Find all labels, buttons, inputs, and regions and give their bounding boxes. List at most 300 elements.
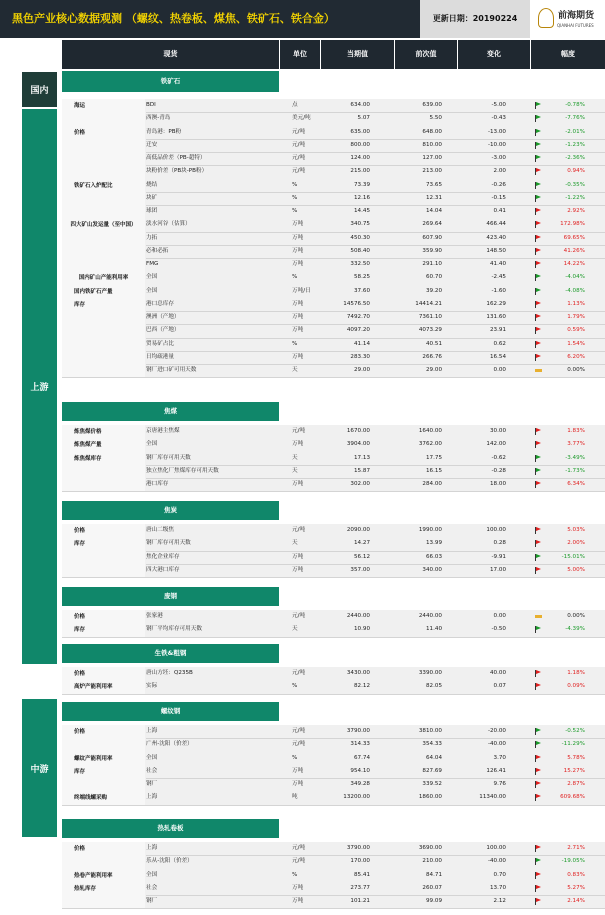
row-item: 贸易矿占比 bbox=[146, 340, 174, 347]
col-header-change: 变化 bbox=[458, 40, 530, 69]
row-item: 焦化企业库存 bbox=[146, 553, 180, 560]
report-title: 黑色产业核心数据观测 （螺纹、热卷板、煤焦、铁矿石、铁合金） bbox=[0, 0, 420, 38]
row-item: 全国 bbox=[146, 754, 158, 761]
col-header-pct: 幅度 bbox=[531, 40, 605, 69]
logo-emblem-icon bbox=[538, 8, 554, 28]
row-item: 钢厂库存可用天数 bbox=[146, 540, 191, 547]
row-pct: 5.27% bbox=[567, 884, 585, 891]
row-item: BDI bbox=[146, 102, 156, 108]
row-unit: 美元/吨 bbox=[292, 115, 311, 122]
row-unit: 万吨 bbox=[292, 566, 304, 573]
row-unit: 天 bbox=[292, 626, 298, 633]
row-item: 力拓 bbox=[146, 234, 158, 241]
row-previous: 14.04 bbox=[425, 208, 442, 214]
row-current: 101.21 bbox=[350, 898, 370, 904]
row-change: 2.12 bbox=[493, 898, 506, 904]
trend-flag-icon bbox=[535, 540, 542, 547]
row-item: 烧结 bbox=[146, 181, 158, 188]
trend-flag-icon bbox=[535, 468, 542, 475]
row-previous: 11.40 bbox=[425, 626, 442, 633]
row-current: 3430.00 bbox=[346, 670, 370, 676]
row-pct: 2.92% bbox=[567, 208, 585, 214]
row-change: 131.60 bbox=[486, 314, 506, 320]
row-current: 58.25 bbox=[353, 274, 370, 281]
row-current: 4097.20 bbox=[346, 327, 370, 334]
row-previous: 213.00 bbox=[422, 168, 442, 175]
row-change: 148.50 bbox=[486, 247, 506, 254]
row-current: 3790.00 bbox=[346, 845, 370, 851]
trend-flag-icon bbox=[535, 626, 542, 633]
row-change: 0.00 bbox=[493, 613, 506, 619]
row-change: -0.28 bbox=[491, 467, 506, 474]
row-pct: 5.00% bbox=[567, 566, 585, 573]
group-label: 铁矿石入炉配比 bbox=[62, 179, 145, 219]
row-item: 四大港口库存 bbox=[146, 566, 180, 573]
group-divider bbox=[62, 637, 605, 638]
row-current: 800.00 bbox=[350, 141, 370, 148]
section-title: 螺纹钢 bbox=[62, 702, 279, 721]
row-change: 100.00 bbox=[486, 845, 506, 851]
row-unit: % bbox=[292, 181, 298, 188]
row-pct: 3.77% bbox=[567, 441, 585, 448]
row-unit: 元/吨 bbox=[292, 858, 306, 865]
row-unit: 万吨 bbox=[292, 441, 304, 448]
row-change: 466.44 bbox=[486, 221, 506, 228]
row-previous: 359.90 bbox=[422, 247, 442, 254]
row-item: 港口库存 bbox=[146, 481, 169, 487]
row-pct: -2.01% bbox=[565, 128, 585, 135]
row-change: -20.00 bbox=[487, 728, 506, 734]
row-item: 上海 bbox=[146, 794, 158, 801]
row-previous: 354.33 bbox=[422, 741, 442, 748]
trend-flag-icon bbox=[535, 261, 542, 268]
row-item: 京唐港主焦煤 bbox=[146, 428, 180, 434]
row-current: 56.12 bbox=[353, 553, 370, 560]
trend-flag-icon bbox=[535, 455, 542, 462]
row-item: 块粉价差（PB块-PB粉） bbox=[146, 168, 208, 175]
group-divider bbox=[62, 577, 605, 578]
row-item: 港口总库存 bbox=[146, 300, 174, 307]
row-current: 170.00 bbox=[350, 858, 370, 865]
row-pct: -15.01% bbox=[561, 553, 585, 560]
row-pct: 1.18% bbox=[567, 670, 585, 676]
logo-name: 前海期货 bbox=[558, 11, 595, 21]
group-label: 高炉产能利用率 bbox=[62, 680, 145, 693]
trend-flag-icon bbox=[535, 755, 542, 762]
trend-flag-icon bbox=[535, 208, 542, 215]
update-date: 更新日期：20190224 bbox=[420, 0, 530, 38]
section-title: 焦炭 bbox=[62, 501, 279, 520]
col-header-item: 现货 bbox=[62, 40, 279, 69]
row-current: 14576.50 bbox=[343, 300, 370, 307]
row-unit: 元/吨 bbox=[292, 670, 306, 676]
row-current: 450.30 bbox=[350, 234, 370, 241]
row-pct: 1.54% bbox=[567, 340, 585, 347]
row-current: 14.45 bbox=[353, 208, 370, 214]
row-item: 上海 bbox=[146, 728, 158, 734]
row-current: 15.87 bbox=[353, 467, 370, 474]
group-label: 价格 bbox=[62, 524, 145, 537]
row-current: 3904.00 bbox=[346, 441, 370, 448]
trend-flag-icon bbox=[535, 367, 542, 374]
trend-flag-icon bbox=[535, 115, 542, 122]
row-current: 85.41 bbox=[353, 871, 370, 878]
trend-flag-icon bbox=[535, 898, 542, 905]
trend-flag-icon bbox=[535, 314, 542, 321]
row-change: 0.07 bbox=[493, 683, 506, 690]
group-label: 炼焦煤库存 bbox=[62, 452, 145, 492]
row-unit: 元/吨 bbox=[292, 128, 306, 135]
row-previous: 66.03 bbox=[425, 553, 442, 560]
section-title: 废钢 bbox=[62, 587, 279, 606]
row-previous: 14414.21 bbox=[415, 300, 442, 307]
row-pct: 2.71% bbox=[567, 845, 585, 851]
trend-flag-icon bbox=[535, 182, 542, 189]
region-domestic: 国内 bbox=[22, 72, 57, 107]
trend-flag-icon bbox=[535, 354, 542, 361]
row-item: 社会 bbox=[146, 767, 158, 774]
row-unit: % bbox=[292, 754, 298, 761]
group-label: 海运 bbox=[62, 99, 145, 126]
row-current: 302.00 bbox=[350, 481, 370, 487]
row-current: 29.00 bbox=[353, 367, 370, 373]
row-previous: 7361.10 bbox=[418, 314, 442, 320]
row-pct: -4.04% bbox=[565, 274, 585, 281]
row-previous: 607.90 bbox=[422, 234, 442, 241]
row-previous: 1990.00 bbox=[418, 527, 442, 533]
row-pct: 0.09% bbox=[567, 683, 585, 690]
row-pct: -4.08% bbox=[565, 287, 585, 294]
row-unit: 万吨 bbox=[292, 314, 304, 320]
row-unit: 万吨 bbox=[292, 327, 304, 334]
trend-flag-icon bbox=[535, 481, 542, 488]
row-pct: 5.03% bbox=[567, 527, 585, 533]
row-unit: 元/吨 bbox=[292, 141, 306, 148]
row-item: 钢厂进口矿可用天数 bbox=[146, 367, 197, 373]
row-unit: 元/吨 bbox=[292, 527, 306, 533]
row-item: 唐山方坯：Q235B bbox=[146, 670, 193, 676]
trend-flag-icon bbox=[535, 683, 542, 690]
row-change: 23.91 bbox=[489, 327, 506, 334]
row-pct: 609.68% bbox=[560, 794, 585, 801]
row-unit: 元/吨 bbox=[292, 155, 306, 161]
row-item: 独立焦化厂焦煤库存可用天数 bbox=[146, 467, 219, 474]
row-unit: 万吨/日 bbox=[292, 287, 311, 294]
company-logo bbox=[530, 0, 605, 38]
row-item: 广州-沈阳（价差） bbox=[146, 741, 193, 748]
row-previous: 127.00 bbox=[422, 155, 442, 161]
section-title: 热轧卷板 bbox=[62, 819, 279, 838]
row-unit: 天 bbox=[292, 454, 298, 461]
row-current: 1670.00 bbox=[346, 428, 370, 434]
row-item: 西澳-青岛 bbox=[146, 115, 171, 122]
row-item: 青岛港：PB粉 bbox=[146, 128, 182, 135]
row-current: 37.60 bbox=[353, 287, 370, 294]
row-current: 634.00 bbox=[350, 102, 370, 108]
row-current: 82.12 bbox=[353, 683, 370, 690]
row-current: 2440.00 bbox=[346, 613, 370, 619]
group-label: 价格 bbox=[62, 725, 145, 752]
row-change: 142.00 bbox=[486, 441, 506, 448]
row-change: 0.62 bbox=[493, 340, 506, 347]
row-previous: 84.71 bbox=[425, 871, 442, 878]
row-unit: % bbox=[292, 340, 298, 347]
row-item: 钢厂 bbox=[146, 898, 158, 904]
trend-flag-icon bbox=[535, 288, 542, 295]
row-item: 钢厂 bbox=[146, 781, 158, 787]
row-change: -10.00 bbox=[487, 141, 506, 148]
group-label: 终端线螺采购 bbox=[62, 791, 145, 804]
row-pct: 1.79% bbox=[567, 314, 585, 320]
row-previous: 3762.00 bbox=[418, 441, 442, 448]
row-change: 126.41 bbox=[486, 767, 506, 774]
row-current: 635.00 bbox=[350, 128, 370, 135]
row-pct: 69.65% bbox=[563, 234, 585, 241]
row-item: 全国 bbox=[146, 287, 158, 294]
trend-flag-icon bbox=[535, 781, 542, 788]
row-previous: 266.76 bbox=[422, 353, 442, 360]
group-label: 炼焦煤产量 bbox=[62, 438, 145, 451]
row-previous: 291.10 bbox=[422, 261, 442, 267]
trend-flag-icon bbox=[535, 741, 542, 748]
row-unit: 元/吨 bbox=[292, 728, 306, 734]
row-pct: 0.94% bbox=[567, 168, 585, 175]
row-previous: 73.65 bbox=[425, 181, 442, 188]
trend-flag-icon bbox=[535, 845, 542, 852]
row-current: 73.39 bbox=[353, 181, 370, 188]
row-current: 10.90 bbox=[353, 626, 370, 633]
row-current: 13200.00 bbox=[343, 794, 370, 801]
row-current: 273.77 bbox=[350, 884, 370, 891]
row-unit: % bbox=[292, 194, 298, 201]
row-change: 40.00 bbox=[489, 670, 506, 676]
row-previous: 60.70 bbox=[425, 274, 442, 281]
row-previous: 340.00 bbox=[422, 566, 442, 573]
group-divider bbox=[62, 694, 605, 695]
row-unit: 万吨 bbox=[292, 247, 304, 254]
trend-flag-icon bbox=[535, 670, 542, 677]
logo-subtitle: QIANHAI FUTURES bbox=[557, 23, 594, 28]
trend-flag-icon bbox=[535, 554, 542, 561]
row-unit: 万吨 bbox=[292, 898, 304, 904]
row-change: 17.00 bbox=[489, 566, 506, 573]
trend-flag-icon bbox=[535, 235, 542, 242]
trend-flag-icon bbox=[535, 301, 542, 308]
row-change: 9.76 bbox=[493, 781, 506, 787]
row-item: 实际 bbox=[146, 683, 158, 690]
row-change: 13.70 bbox=[489, 884, 506, 891]
row-pct: 6.34% bbox=[567, 481, 585, 487]
row-change: -0.26 bbox=[491, 181, 506, 188]
row-previous: 1860.00 bbox=[418, 794, 442, 801]
row-change: -5.00 bbox=[491, 102, 506, 108]
trend-flag-icon bbox=[535, 613, 542, 620]
row-item: 球团 bbox=[146, 208, 158, 214]
row-item: 社会 bbox=[146, 884, 158, 891]
row-item: 全国 bbox=[146, 274, 158, 281]
group-label: 炼焦煤价格 bbox=[62, 425, 145, 438]
trend-flag-icon bbox=[535, 102, 542, 109]
row-current: 17.13 bbox=[353, 454, 370, 461]
row-pct: -1.73% bbox=[565, 467, 585, 474]
group-label: 库存 bbox=[62, 623, 145, 636]
row-change: 0.70 bbox=[493, 871, 506, 878]
row-change: -13.00 bbox=[487, 128, 506, 135]
row-unit: 点 bbox=[292, 102, 298, 108]
row-item: 迁安 bbox=[146, 141, 158, 148]
row-previous: 639.00 bbox=[422, 102, 442, 108]
row-previous: 810.00 bbox=[422, 141, 442, 148]
row-current: 124.00 bbox=[350, 155, 370, 161]
row-previous: 12.31 bbox=[425, 194, 442, 201]
row-unit: 天 bbox=[292, 367, 298, 373]
row-pct: 0.59% bbox=[567, 327, 585, 334]
group-label: 价格 bbox=[62, 842, 145, 869]
row-item: 钢厂平均库存可用天数 bbox=[146, 626, 202, 633]
trend-flag-icon bbox=[535, 274, 542, 281]
row-pct: -0.78% bbox=[565, 102, 585, 108]
row-change: -0.15 bbox=[491, 194, 506, 201]
group-label: 热卷产能利用率 bbox=[62, 869, 145, 882]
row-pct: 2.00% bbox=[567, 540, 585, 547]
trend-flag-icon bbox=[535, 567, 542, 574]
group-divider bbox=[62, 377, 605, 378]
row-item: 日均疏港量 bbox=[146, 353, 174, 360]
group-label: 库存 bbox=[62, 765, 145, 792]
row-change: 0.41 bbox=[493, 208, 506, 214]
row-current: 357.00 bbox=[350, 566, 370, 573]
trend-flag-icon bbox=[535, 155, 542, 162]
row-unit: % bbox=[292, 208, 298, 214]
row-change: 11340.00 bbox=[479, 794, 506, 801]
row-pct: 41.26% bbox=[563, 247, 585, 254]
row-pct: -3.49% bbox=[565, 454, 585, 461]
trend-flag-icon bbox=[535, 428, 542, 435]
row-current: 340.75 bbox=[350, 221, 370, 228]
row-pct: 14.22% bbox=[563, 261, 585, 267]
row-previous: 827.69 bbox=[422, 767, 442, 774]
row-change: -2.45 bbox=[491, 274, 506, 281]
row-previous: 648.00 bbox=[422, 128, 442, 135]
row-current: 349.28 bbox=[350, 781, 370, 787]
row-current: 5.07 bbox=[357, 115, 370, 122]
row-item: 全国 bbox=[146, 441, 158, 448]
row-pct: 1.13% bbox=[567, 300, 585, 307]
row-unit: 万吨 bbox=[292, 767, 304, 774]
row-previous: 3390.00 bbox=[418, 670, 442, 676]
row-unit: % bbox=[292, 871, 298, 878]
row-pct: -11.29% bbox=[561, 741, 585, 748]
row-pct: -2.36% bbox=[565, 155, 585, 161]
row-pct: -7.76% bbox=[565, 115, 585, 122]
row-current: 215.00 bbox=[350, 168, 370, 175]
row-pct: -19.05% bbox=[561, 858, 585, 865]
group-label: 库存 bbox=[62, 537, 145, 577]
row-pct: -0.52% bbox=[565, 728, 585, 734]
row-item: 澳洲（产地） bbox=[146, 314, 180, 320]
row-previous: 2440.00 bbox=[418, 613, 442, 619]
row-change: 423.40 bbox=[486, 234, 506, 241]
row-current: 7492.70 bbox=[346, 314, 370, 320]
row-change: 0.00 bbox=[493, 367, 506, 373]
row-change: 2.00 bbox=[493, 168, 506, 175]
row-current: 954.10 bbox=[350, 767, 370, 774]
group-label: 库存 bbox=[62, 298, 145, 378]
row-unit: 天 bbox=[292, 540, 298, 547]
row-pct: 5.78% bbox=[567, 754, 585, 761]
row-change: -3.00 bbox=[491, 155, 506, 161]
row-unit: 万吨 bbox=[292, 884, 304, 891]
row-change: 41.40 bbox=[489, 261, 506, 267]
row-pct: -1.23% bbox=[565, 141, 585, 148]
row-unit: 万吨 bbox=[292, 781, 304, 787]
row-pct: -0.35% bbox=[565, 181, 585, 188]
row-unit: 万吨 bbox=[292, 261, 304, 267]
row-item: 乐从-沈阳（价差） bbox=[146, 858, 193, 865]
group-label: 热轧库存 bbox=[62, 882, 145, 909]
row-change: 3.70 bbox=[493, 754, 506, 761]
row-previous: 4073.29 bbox=[418, 327, 442, 334]
row-unit: 天 bbox=[292, 467, 298, 474]
row-unit: 万吨 bbox=[292, 481, 304, 487]
row-pct: 1.83% bbox=[567, 428, 585, 434]
group-label: 四大矿山发运量（至中国） bbox=[62, 218, 145, 271]
row-unit: 万吨 bbox=[292, 234, 304, 241]
row-change: 0.28 bbox=[493, 540, 506, 547]
row-previous: 1640.00 bbox=[418, 428, 442, 434]
trend-flag-icon bbox=[535, 341, 542, 348]
row-item: 唐山二级焦 bbox=[146, 527, 174, 533]
row-previous: 82.05 bbox=[425, 683, 442, 690]
row-pct: -4.39% bbox=[565, 626, 585, 633]
row-previous: 269.64 bbox=[422, 221, 442, 228]
col-header-unit: 单位 bbox=[280, 40, 320, 69]
row-previous: 16.15 bbox=[425, 467, 442, 474]
row-change: 18.00 bbox=[489, 481, 506, 487]
row-previous: 5.50 bbox=[429, 115, 442, 122]
row-unit: 元/吨 bbox=[292, 168, 306, 175]
row-previous: 260.07 bbox=[422, 884, 442, 891]
row-change: 16.54 bbox=[489, 353, 506, 360]
row-change: 162.29 bbox=[486, 300, 506, 307]
row-previous: 3810.00 bbox=[418, 728, 442, 734]
row-item: 高低品价差（PB-超特） bbox=[146, 155, 206, 161]
group-divider bbox=[62, 908, 605, 909]
section-title: 生铁&粗钢 bbox=[62, 644, 279, 663]
row-item: 全国 bbox=[146, 871, 158, 878]
row-previous: 339.52 bbox=[422, 781, 442, 787]
trend-flag-icon bbox=[535, 885, 542, 892]
row-previous: 17.75 bbox=[425, 454, 442, 461]
row-previous: 39.20 bbox=[425, 287, 442, 294]
row-pct: 2.14% bbox=[567, 898, 585, 904]
row-unit: 吨 bbox=[292, 794, 298, 801]
trend-flag-icon bbox=[535, 142, 542, 149]
row-current: 12.16 bbox=[353, 194, 370, 201]
row-previous: 13.99 bbox=[425, 540, 442, 547]
group-label: 价格 bbox=[62, 667, 145, 680]
row-item: 张家港 bbox=[146, 613, 163, 619]
col-header-current: 当期值 bbox=[321, 40, 394, 69]
row-item: 淡水河谷（估算） bbox=[146, 221, 191, 228]
row-unit: 万吨 bbox=[292, 553, 304, 560]
row-change: 100.00 bbox=[486, 527, 506, 533]
row-item: 巴西（产地） bbox=[146, 327, 180, 334]
row-item: 块矿 bbox=[146, 194, 158, 201]
row-change: -9.91 bbox=[491, 553, 506, 560]
group-divider bbox=[62, 491, 605, 492]
row-pct: 6.20% bbox=[567, 353, 585, 360]
